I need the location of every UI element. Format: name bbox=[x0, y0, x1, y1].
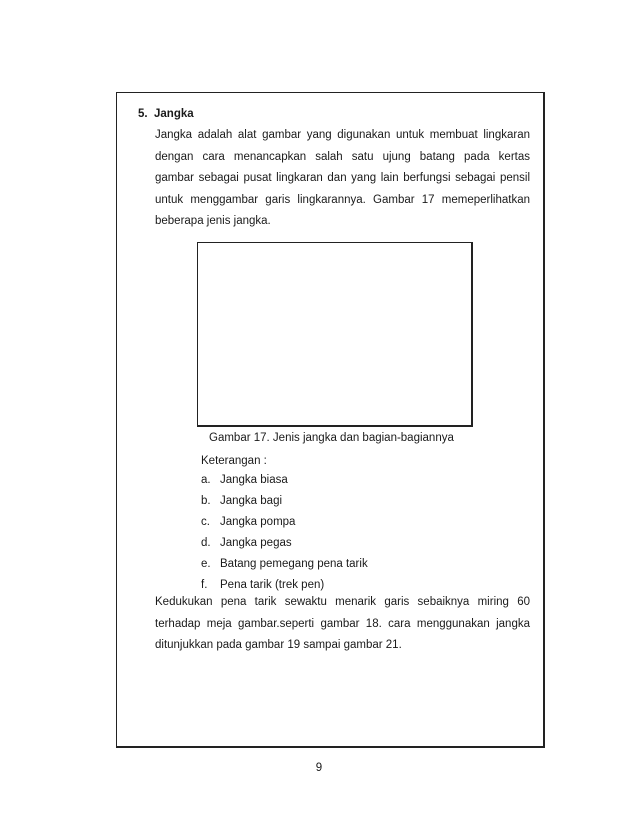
intro-line: untuk menggambar garis lingkarannya. Gambar 17 memeperlihatkan bbox=[155, 193, 530, 206]
intro-line: Jangka adalah alat gambar yang digunakan untuk membuat lingkaran bbox=[155, 129, 530, 141]
closing-line: terhadap meja gambar.seperti gambar 18. cara menggunakan jangka bbox=[155, 617, 530, 630]
list-item bbox=[201, 512, 368, 533]
item-text: Pena tarik (trek pen) bbox=[220, 579, 325, 591]
intro-line: beberapa jenis jangka. bbox=[155, 215, 271, 227]
keterangan-list bbox=[201, 470, 368, 596]
item-letter: c. bbox=[201, 516, 210, 528]
item-letter: a. bbox=[201, 474, 211, 486]
closing-line: Kedukukan pena tarik sewaktu menarik garis sebaiknya miring 60 bbox=[155, 596, 530, 608]
item-letter: f. bbox=[201, 579, 208, 591]
intro-line: dengan cara menancapkan salah satu ujung batang pada kertas bbox=[155, 150, 530, 163]
list-item bbox=[201, 533, 368, 554]
intro-paragraph bbox=[155, 125, 530, 233]
list-item bbox=[201, 554, 368, 575]
list-item bbox=[201, 491, 368, 512]
intro-line: gambar sebagai pusat lingkaran dan yang lain berfungsi sebagai pensil bbox=[155, 172, 530, 184]
figure-caption: Gambar 17. Jenis jangka dan bagian-bagiannya bbox=[209, 432, 454, 444]
item-letter: e. bbox=[201, 558, 211, 570]
item-text: Jangka biasa bbox=[220, 474, 288, 486]
closing-line: ditunjukkan pada gambar 19 sampai gambar 21. bbox=[155, 639, 402, 651]
item-text: Jangka bagi bbox=[220, 495, 283, 507]
section-number: 5. bbox=[138, 108, 148, 120]
page-number: 9 bbox=[315, 762, 323, 774]
item-text: Jangka pegas bbox=[220, 537, 292, 549]
closing-paragraph bbox=[155, 592, 530, 657]
figure-placeholder bbox=[197, 242, 473, 427]
item-text: Jangka pompa bbox=[220, 516, 296, 528]
item-letter: d. bbox=[201, 537, 211, 549]
section-heading bbox=[138, 108, 194, 120]
list-item bbox=[201, 470, 368, 491]
section-title: Jangka bbox=[154, 108, 194, 120]
keterangan-title: Keterangan : bbox=[201, 455, 267, 467]
item-text: Batang pemegang pena tarik bbox=[220, 558, 368, 570]
item-letter: b. bbox=[201, 495, 211, 507]
